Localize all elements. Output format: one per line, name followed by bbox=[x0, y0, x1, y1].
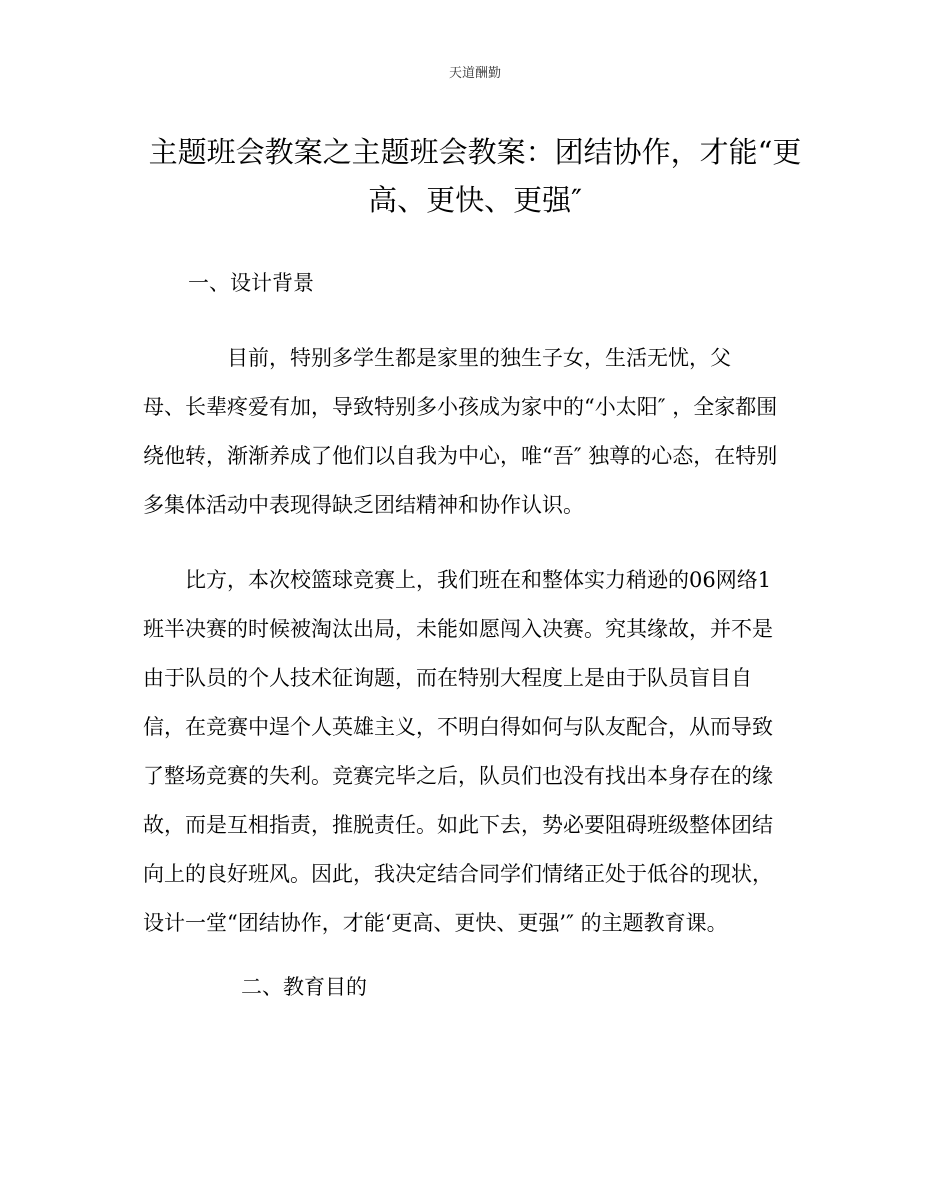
title-line-1: 主题班会教案之主题班会教案：团结协作，才能“更 bbox=[148, 135, 802, 169]
section-heading-design-background: 一、设计背景 bbox=[188, 271, 314, 295]
page-header: 天道酬勤 bbox=[448, 66, 501, 81]
paragraph-background bbox=[143, 334, 813, 530]
section-heading-education-goal: 二、教育目的 bbox=[241, 975, 367, 999]
paragraph-line: 故，而是互相指责，推脱责任。如此下去，势必要阻碍班级整体团结 bbox=[143, 813, 773, 837]
paragraph-line: 多集体活动中表现得缺乏团结精神和协作认识。 bbox=[143, 493, 584, 517]
title-line-2: 高、更快、更强″ bbox=[368, 183, 582, 217]
paragraph-line: 由于队员的个人技术征询题，而在特别大程度上是由于队员盲目自 bbox=[143, 666, 752, 690]
paragraph-line: 目前，特别多学生都是家里的独生子女，生活无忧，父 bbox=[143, 346, 731, 370]
paragraph-line: 比方，本次校篮球竞赛上，我们班在和整体实力稍逊的06网络1 bbox=[143, 568, 772, 592]
paragraph-line: 设计一堂“团结协作，才能‘更高、更快、更强’″ 的主题教育课。 bbox=[143, 911, 728, 935]
paragraph-line: 绕他转，渐渐养成了他们以自我为中心，唯“吾″ 独尊的心态，在特别 bbox=[143, 444, 778, 468]
paragraph-line: 了整场竞赛的失利。竞赛完毕之后，队员们也没有找出本身存在的缘 bbox=[143, 764, 773, 788]
paragraph-line: 向上的良好班风。因此，我决定结合同学们情绪正处于低谷的现状， bbox=[143, 862, 773, 886]
paragraph-example bbox=[143, 556, 813, 948]
document-title bbox=[140, 128, 810, 224]
paragraph-line: 班半决赛的时候被淘汰出局，未能如愿闯入决赛。究其缘故，并不是 bbox=[143, 617, 773, 641]
paragraph-line: 母、长辈疼爱有加，导致特别多小孩成为家中的“小太阳″ ，全家都围 bbox=[143, 395, 778, 419]
paragraph-line: 信，在竞赛中逞个人英雄主义，不明白得如何与队友配合，从而导致 bbox=[143, 715, 773, 739]
